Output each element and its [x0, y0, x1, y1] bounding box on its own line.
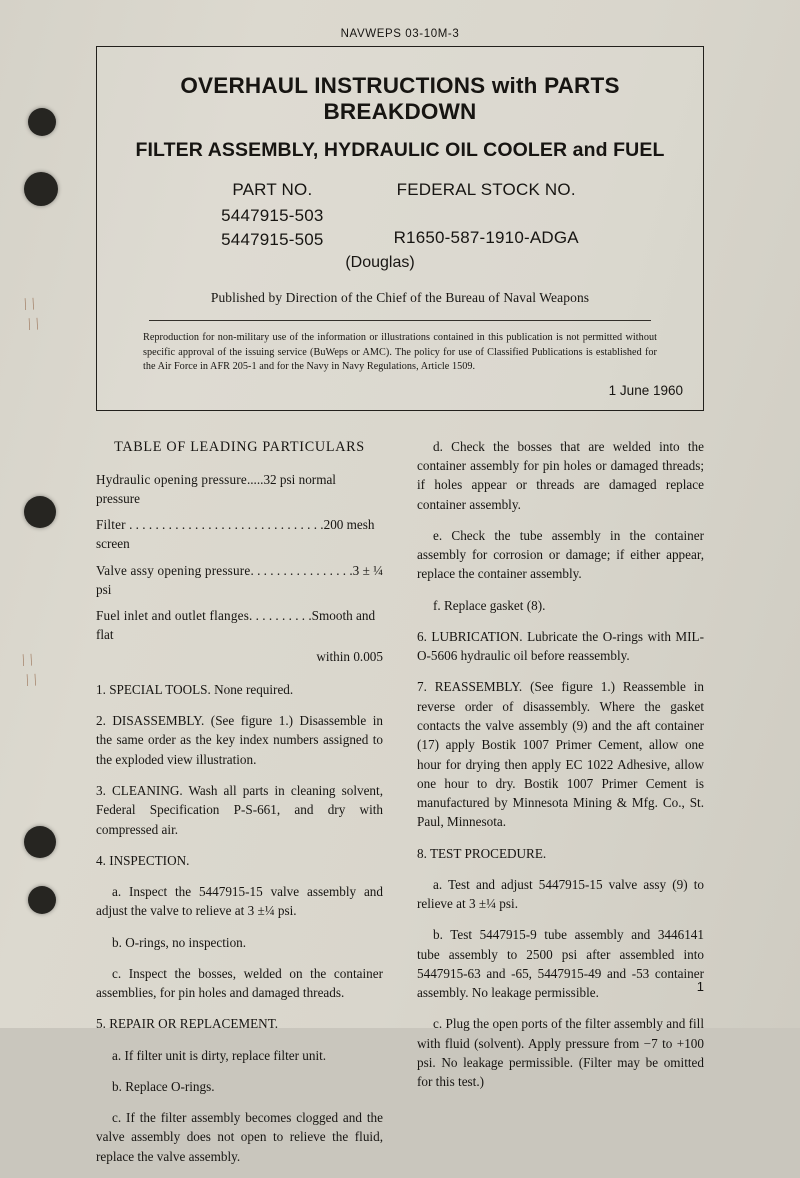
part-number-heading: PART NO.: [232, 180, 313, 199]
punch-hole: [24, 826, 56, 858]
particular-row: [96, 470, 383, 509]
paragraph-repair-c: c. If the filter assembly becomes clogged and the valve assembly does not open to relieve the fluid, replace the valve assembly.: [96, 1110, 383, 1164]
title-block: [96, 46, 704, 411]
particular-value: 32 psi normal pressure: [96, 471, 336, 506]
stock-number-heading: FEDERAL STOCK NO.: [396, 180, 576, 199]
particular-dots: .....: [246, 471, 264, 487]
particular-continuation: within 0.005: [316, 648, 383, 664]
paragraph-inspection-d: d. Check the bosses that are welded into the container assembly for pin holes or damaged threads; if holes appear or threads are damaged replace container assembly.: [417, 438, 704, 512]
identification-numbers: [115, 178, 685, 252]
body-columns: [96, 437, 704, 1178]
punch-hole: [24, 172, 58, 206]
publication-date: 1 June 1960: [608, 382, 683, 398]
paragraph-cleaning: 3. CLEANING. Wash all parts in cleaning solvent, Federal Specification P-S-661, and dry with compressed air.: [96, 783, 383, 837]
part-number-group: [221, 178, 323, 252]
paragraph-inspection-e: e. Check the tube assembly in the container assembly for corrosion or damage; if either appear, replace the container assembly.: [417, 527, 704, 582]
paragraph-disassembly: 2. DISASSEMBLY. (See figure 1.) Disassemble in the same order as the key index numbers assigned to the exploded view illustration.: [96, 713, 383, 767]
legal-notice: Reproduction for non-military use of the information or illustrations contained in this publication is not permitted without specific approval of the issuing service (BuWeps or AMC). The policy for use of Classified Publications is established for the Air Force in AFR 205-1 and for the Navy in Navy Regulations, Article 1509.: [143, 332, 657, 373]
part-number-value-2: 5447915-505: [221, 230, 324, 250]
paragraph-special-tools: 1. SPECIAL TOOLS. None required.: [96, 681, 294, 697]
paragraph-reassembly: 7. REASSEMBLY. (See figure 1.) Reassemble in reverse order of disassembly. Where the gasket contacts the valve assembly (9) and the aft container (17) apply Bostik 1007 Primer Cement, allow one hour for drying then apply EC 1022 Adhesive, allow one hour to dry. Bostik 1007 Primer Cement is manufactured by Minnesota Mining & Mfg. Co., St. Paul, Minnesota.: [417, 679, 704, 830]
part-number-value-1: 5447915-503: [221, 206, 324, 226]
margin-mark: | |: [23, 294, 36, 311]
particular-label: Valve assy opening pressure: [96, 562, 251, 578]
paragraph-lubrication: 6. LUBRICATION. Lubricate the O-rings with MIL-O-5606 hydraulic oil before reassembly.: [417, 628, 704, 664]
paragraph-inspection-heading: 4. INSPECTION.: [96, 852, 190, 868]
paragraph-test-a: a. Test and adjust 5447915-15 valve assy (9) to relieve at 3 ±¼ psi.: [417, 876, 704, 912]
paragraph-inspection-f: f. Replace gasket (8).: [433, 597, 546, 613]
published-by: Published by Direction of the Chief of the Bureau of Naval Weapons: [210, 290, 590, 306]
document-number: NAVWEPS 03-10M-3: [340, 28, 460, 40]
paragraph-inspection-b: b. O-rings, no inspection.: [112, 934, 247, 950]
paragraph-test-c: c. Plug the open ports of the filter assembly and fill with fluid (solvent). Apply pressure from −7 to +100 psi. No leakage permissible. (Filter may be omitted for this test.): [417, 1016, 704, 1090]
particular-dots: . . . . . . . . . . . . . . . . . . . . . . . . . . . . . .: [125, 517, 324, 533]
page-title: OVERHAUL INSTRUCTIONS with PARTS BREAKDOWN: [180, 73, 620, 124]
margin-mark: | |: [21, 650, 34, 667]
paragraph-repair-heading: 5. REPAIR OR REPLACEMENT.: [96, 1016, 279, 1032]
particular-value: 3 ± ¼ psi: [96, 562, 383, 597]
stock-number-group: [394, 178, 579, 252]
left-column: [96, 437, 383, 1178]
punch-hole: [28, 886, 56, 914]
stock-number-value: R1650-587-1910-ADGA: [393, 228, 579, 248]
divider: [149, 320, 651, 321]
particular-label: Fuel inlet and outlet flanges: [96, 608, 250, 624]
margin-mark: | |: [25, 670, 38, 687]
paragraph-repair-a: a. If filter unit is dirty, replace filter unit.: [112, 1047, 327, 1063]
particular-dots: . . . . . . . . . .: [249, 608, 312, 624]
manufacturer-label: (Douglas): [345, 254, 415, 272]
paragraph-test-procedure-heading: 8. TEST PROCEDURE.: [417, 845, 547, 861]
particular-label: Filter: [96, 517, 126, 533]
particular-row: [96, 561, 383, 600]
margin-mark: | |: [27, 314, 40, 331]
page-number: 1: [696, 979, 704, 994]
particular-value: 200 mesh screen: [96, 517, 375, 552]
right-column: [417, 437, 704, 1178]
particular-dots: . . . . . . . . . . . . . . . .: [250, 562, 353, 578]
punch-hole: [24, 496, 56, 528]
particular-value: Smooth and flat: [96, 608, 376, 643]
paragraph-inspection-c: c. Inspect the bosses, welded on the container assemblies, for pin holes and damaged threads.: [96, 965, 383, 1001]
particular-row: [96, 606, 383, 645]
particular-label: Hydraulic opening pressure: [96, 471, 247, 487]
page-subtitle: FILTER ASSEMBLY, HYDRAULIC OIL COOLER and FUEL: [135, 139, 665, 161]
page-sheet: [96, 28, 704, 1164]
particular-row: [96, 515, 383, 554]
table-of-leading-particulars-title: TABLE OF LEADING PARTICULARS: [114, 438, 365, 455]
punch-hole: [28, 108, 56, 136]
paragraph-repair-b: b. Replace O-rings.: [112, 1078, 215, 1094]
paragraph-test-b: b. Test 5447915-9 tube assembly and 3446141 tube assembly to 2500 psi after assembled into 5447915-63 and -65, 5447915-49 and -53 container assembly. No leakage permissible.: [417, 927, 704, 1001]
paragraph-inspection-a: a. Inspect the 5447915-15 valve assembly and adjust the valve to relieve at 3 ±¼ psi.: [96, 884, 383, 919]
